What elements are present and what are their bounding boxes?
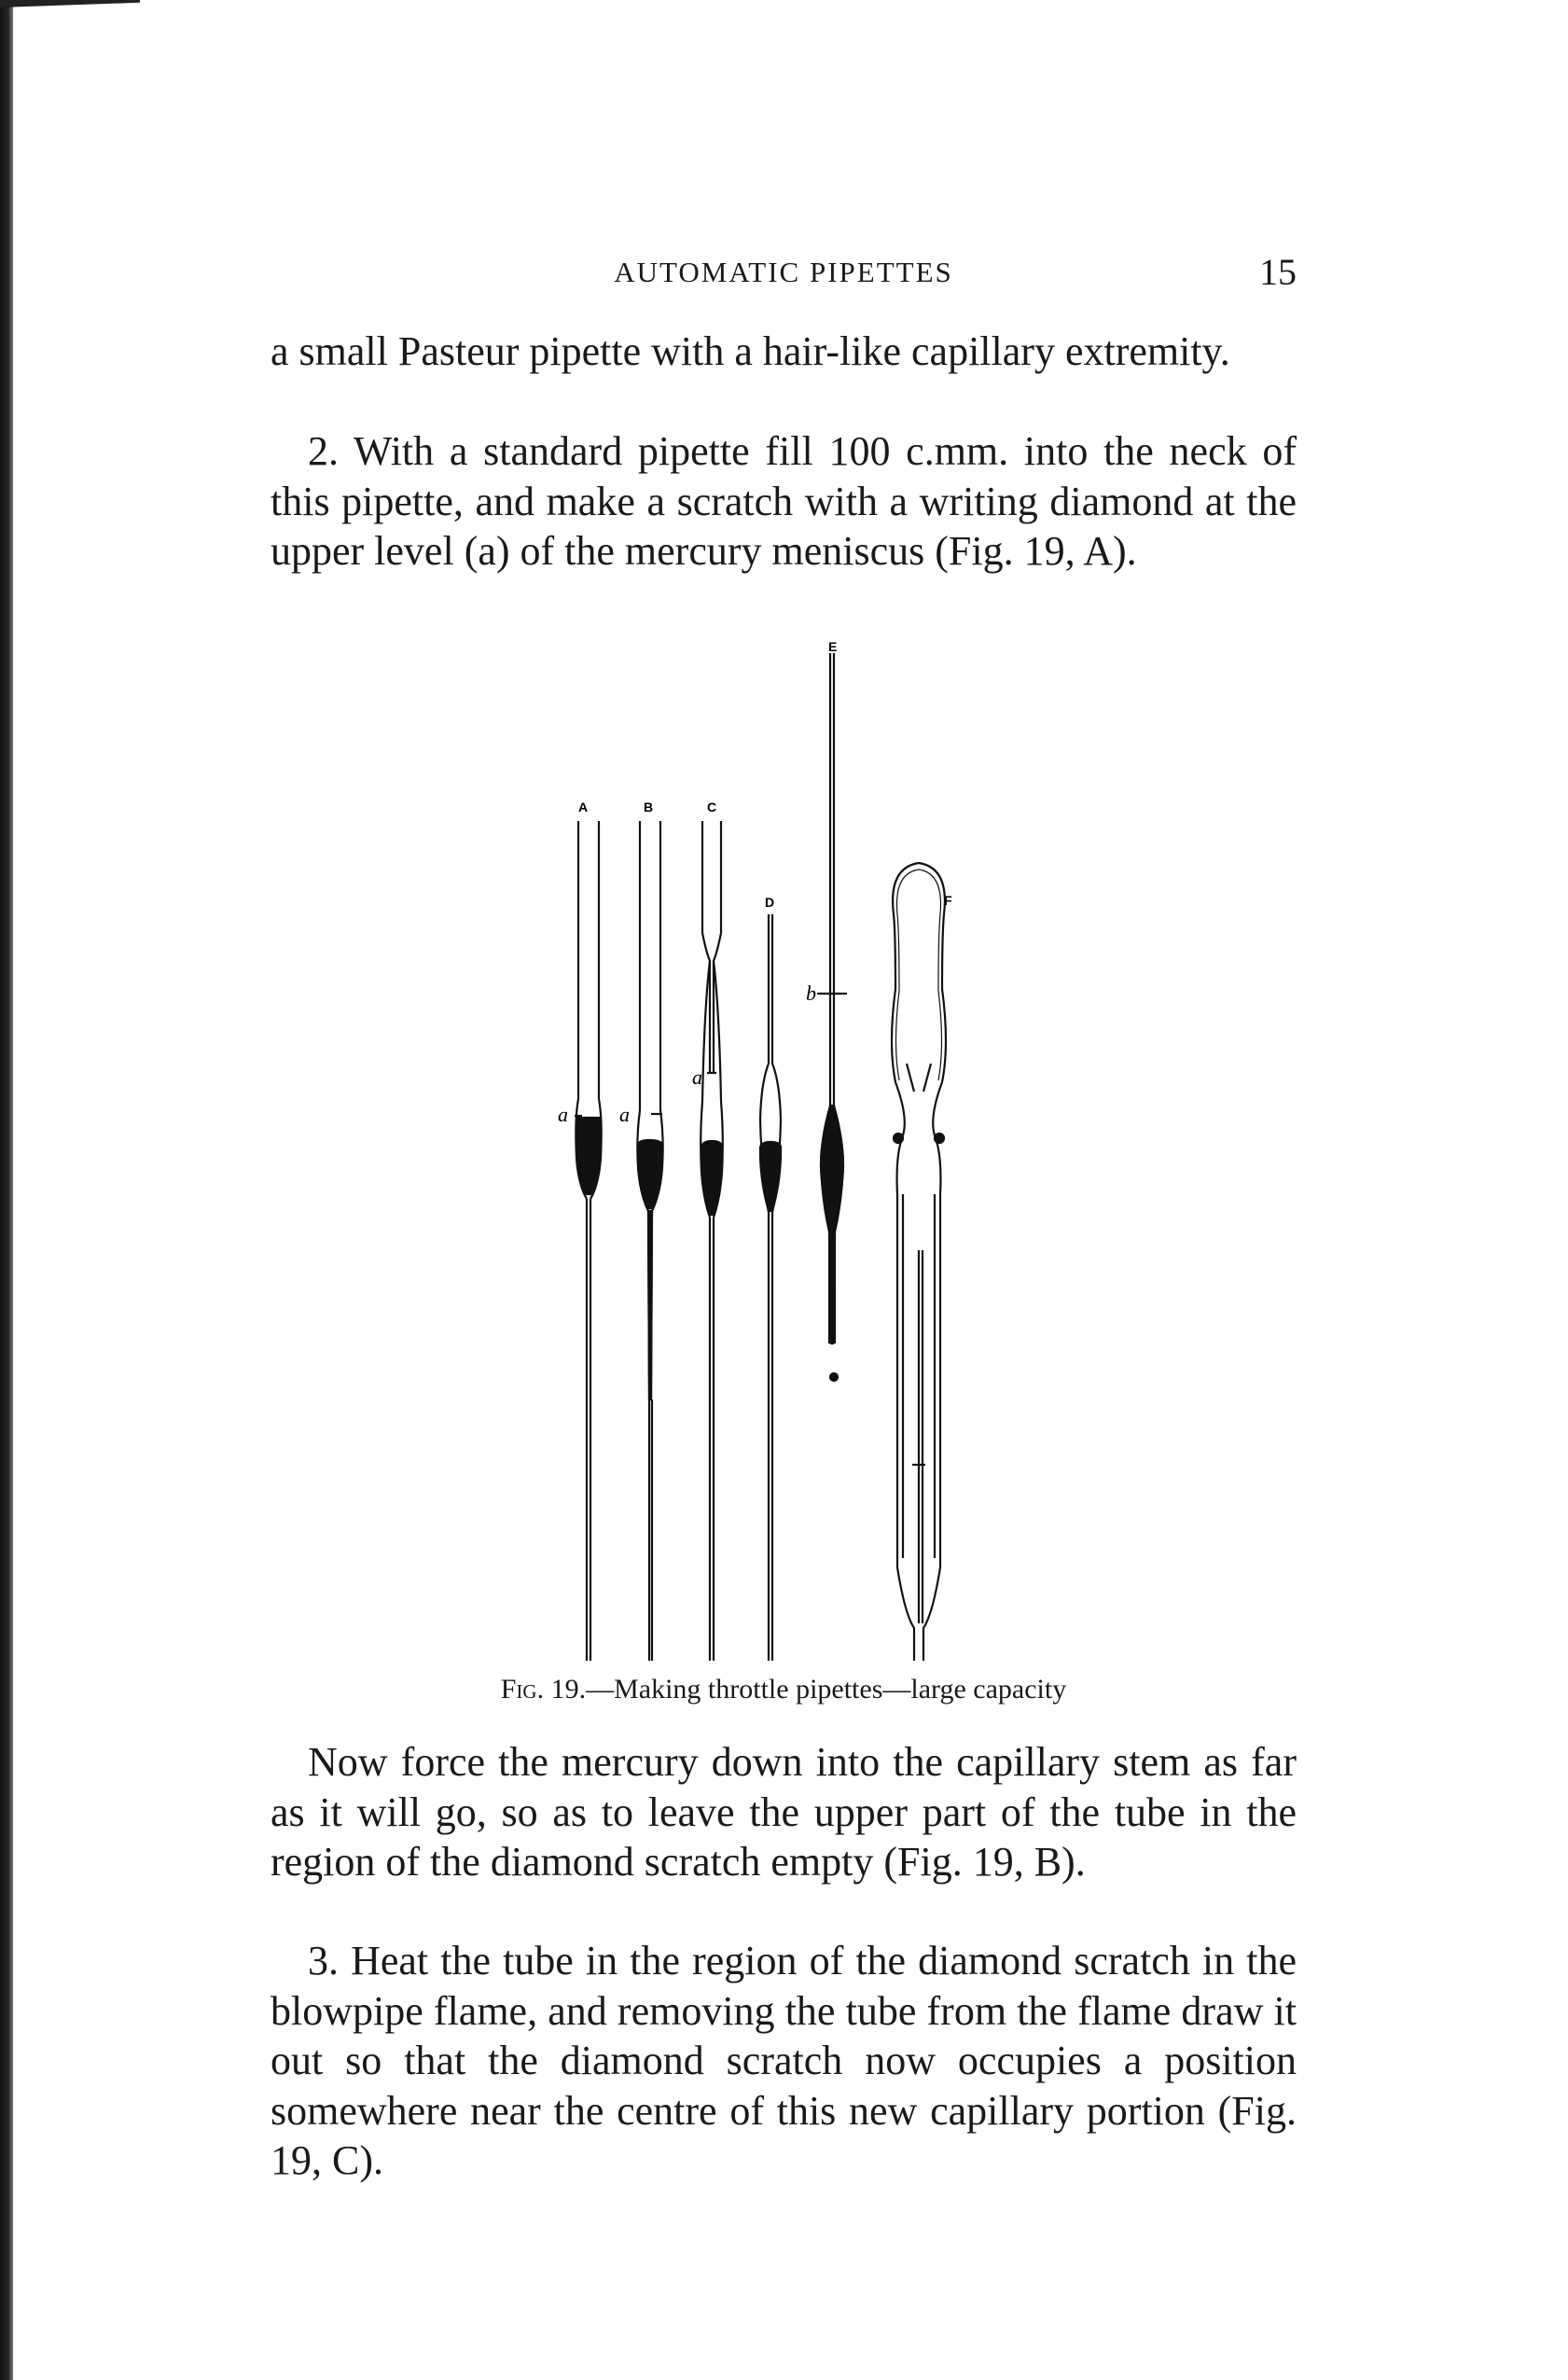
caption-prefix: Fig. 19. [500,1674,587,1705]
label-a-upper: A [578,800,589,814]
paragraph-step-3: 3. Heat the tube in the region of the diamond scratch in the blowpipe flame, and removing the tube from the flame draw it out so that the diamond scratch now occupies a position somewhere near the centre of this new capillary portion (Fig. 19, C). [271,1938,1297,2183]
pipette-illustration [522,634,1045,1661]
pipette-b [637,821,662,1661]
page-header [271,250,1297,297]
figure-19 [522,634,1045,1661]
pipette-f [892,863,946,1661]
pipette-c [701,821,723,1661]
page-number: 15 [1259,251,1297,293]
scan-top-corner [0,0,140,7]
label-a-lower-3: a [692,1065,702,1089]
label-c-upper: C [707,800,717,814]
label-a-lower-2: a [619,1103,630,1126]
figure-caption [271,1674,1297,1705]
label-b-lower: b [806,981,816,1005]
pipette-e [817,653,847,1381]
pipette-a [575,821,602,1661]
caption-text: —Making throttle pipettes—large capacity [586,1674,1067,1705]
paragraph-force-mercury: Now force the mercury down into the capillary stem as far as it will go, so as to leave the upper part of the tube in the region of the diamond scratch empty (Fig. 19, B). [271,1739,1297,1885]
label-b-upper: B [644,800,654,814]
label-a-lower-1: a [558,1103,568,1126]
paragraph-step-2: 2. With a standard pipette fill 100 c.mm. into the neck of this pipette, and make a scratch with a writing diamond at the upper level (a) of the mercury meniscus (Fig. 19, A). [271,428,1297,574]
label-e-upper: E [828,639,838,654]
running-head: AUTOMATIC PIPETTES [614,256,953,288]
pipette-d [760,914,781,1661]
label-d-upper: D [765,895,775,910]
scan-left-edge [0,0,13,2380]
paragraph-continuation: a small Pasteur pipette with a hair-like capillary extremity. [271,328,1230,374]
label-f-upper: F [944,893,952,908]
